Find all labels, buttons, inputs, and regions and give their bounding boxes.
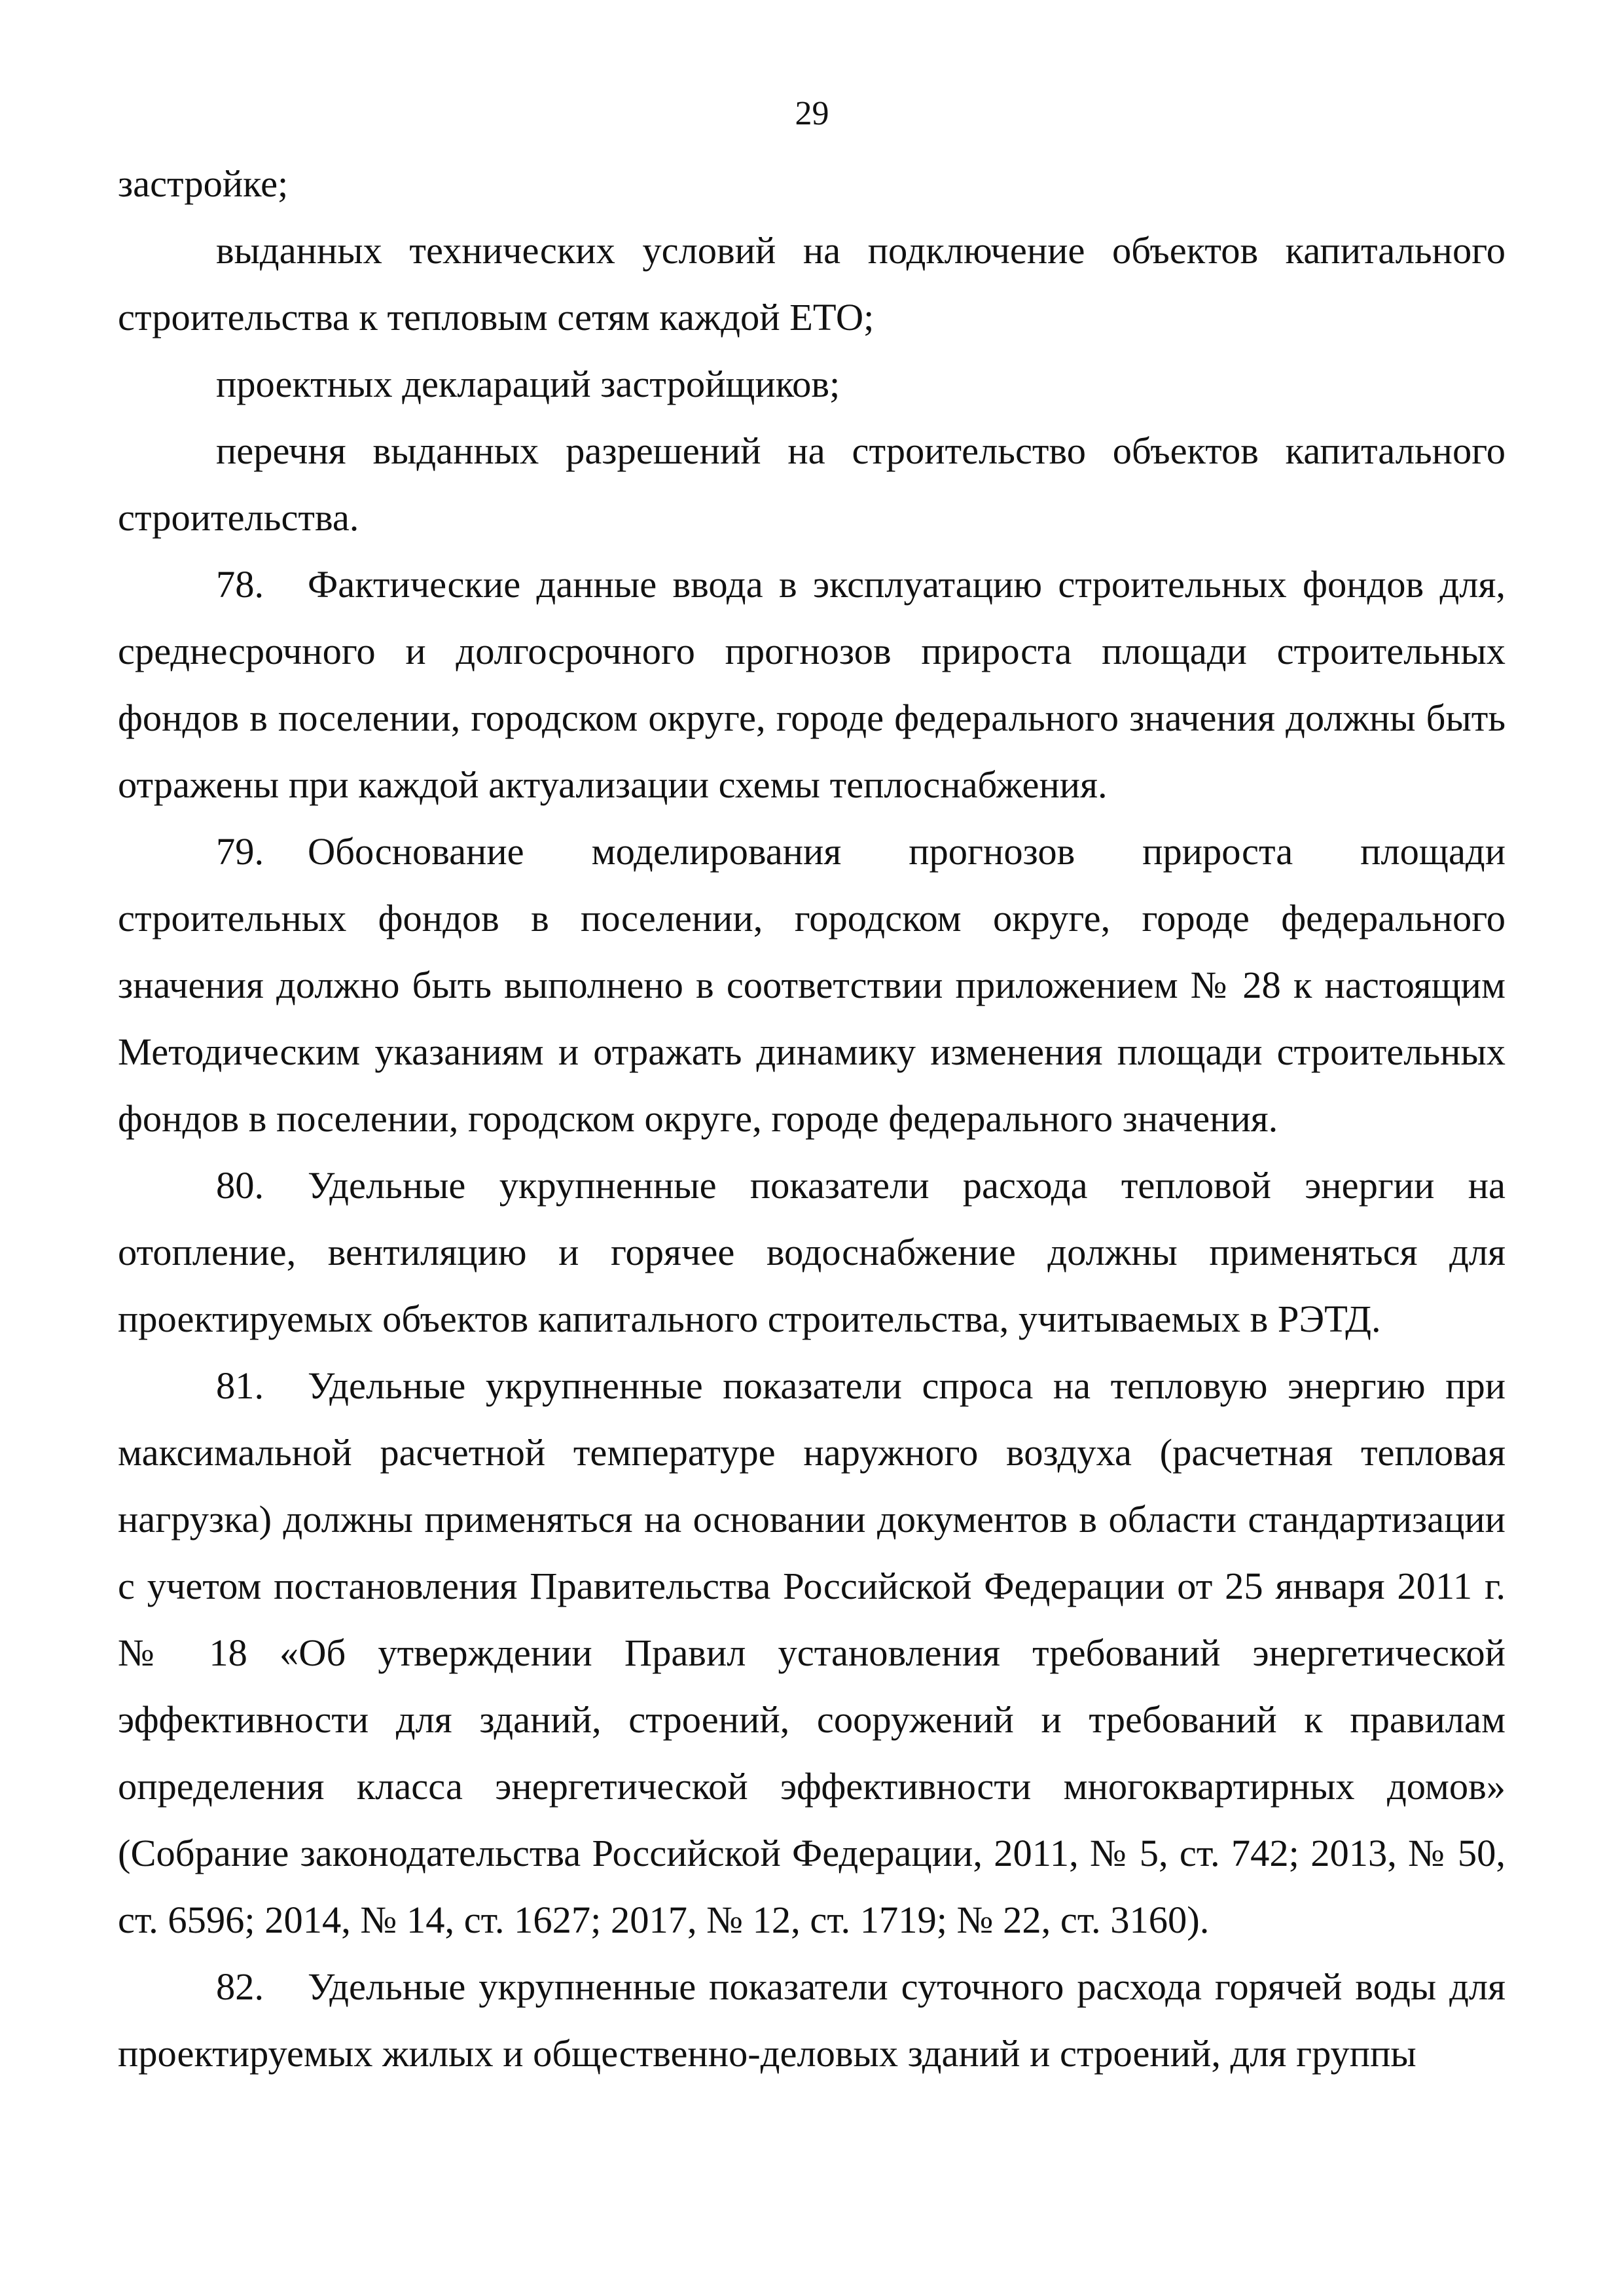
paragraph-number: 79. — [216, 830, 264, 873]
paragraph-technical-conditions: выданных технических условий на подключение объектов капитального строительства к тепловым сетям каждой ЕТО; — [118, 229, 1506, 338]
paragraph-project-declarations: проектных деклараций застройщиков; — [216, 363, 840, 405]
paragraph-text: Удельные укрупненные показатели спроса на тепловую энергию при максимальной расчетной температуре наружного воздуха (расчетная тепловая нагрузка) должны применяться на основании документов в области стандартизации с учетом постановления Правительства Российской Федерации от 25 января 2011 г. № 18 «Об утверждении Правил установления требований энергетической эффективности для зданий, строений, сооружений и требований к правилам определения класса энергетической эффективности многоквартирных домов» (Собрание законодательства Российской Федерации, 2011, № 5, ст. 742; 2013, № 50, ст. 6596; 2014, № 14, ст. 1627; 2017, № 12, ст. 1719; № 22, ст. 3160). — [118, 1364, 1506, 1941]
paragraph-number: 81. — [216, 1364, 264, 1407]
page-number: 29 — [795, 95, 829, 132]
paragraph-text: Фактические данные ввода в эксплуатацию строительных фондов для, среднесрочного и долгосрочного прогнозов прироста площади строительных фондов в поселении, городском округе, городе федерального значения должны быть отражены при каждой актуализации схемы теплоснабжения. — [118, 563, 1506, 806]
paragraph-number: 82. — [216, 1965, 264, 2008]
paragraph-80 — [118, 1152, 1506, 1353]
paragraph-text: Обоснование моделирования прогнозов прироста площади строительных фондов в поселении, городском округе, городе федерального значения должно быть выполнено в соответствии приложением № 28 к настоящим Методическим указаниям и отражать динамику изменения площади строительных фондов в поселении, городском округе, городе федерального значения. — [118, 830, 1506, 1140]
paragraph-81 — [118, 1353, 1506, 1954]
paragraph-building-permits: перечня выданных разрешений на строительство объектов капитального строительства. — [118, 429, 1506, 539]
paragraph-78 — [118, 551, 1506, 818]
paragraph-text: Удельные укрупненные показатели суточного расхода горячей воды для проектируемых жилых и общественно-деловых зданий и строений, для группы — [118, 1965, 1506, 2075]
paragraph-text: Удельные укрупненные показатели расхода тепловой энергии на отопление, вентиляцию и горячее водоснабжение должны применяться для проектируемых объектов капитального строительства, учитываемых в РЭТД. — [118, 1164, 1506, 1340]
document-body — [118, 151, 1506, 2087]
paragraph-continuation: застройке; — [118, 162, 289, 205]
paragraph-79 — [118, 818, 1506, 1152]
paragraph-82 — [118, 1954, 1506, 2087]
paragraph-number: 80. — [216, 1164, 264, 1207]
paragraph-number: 78. — [216, 563, 264, 606]
